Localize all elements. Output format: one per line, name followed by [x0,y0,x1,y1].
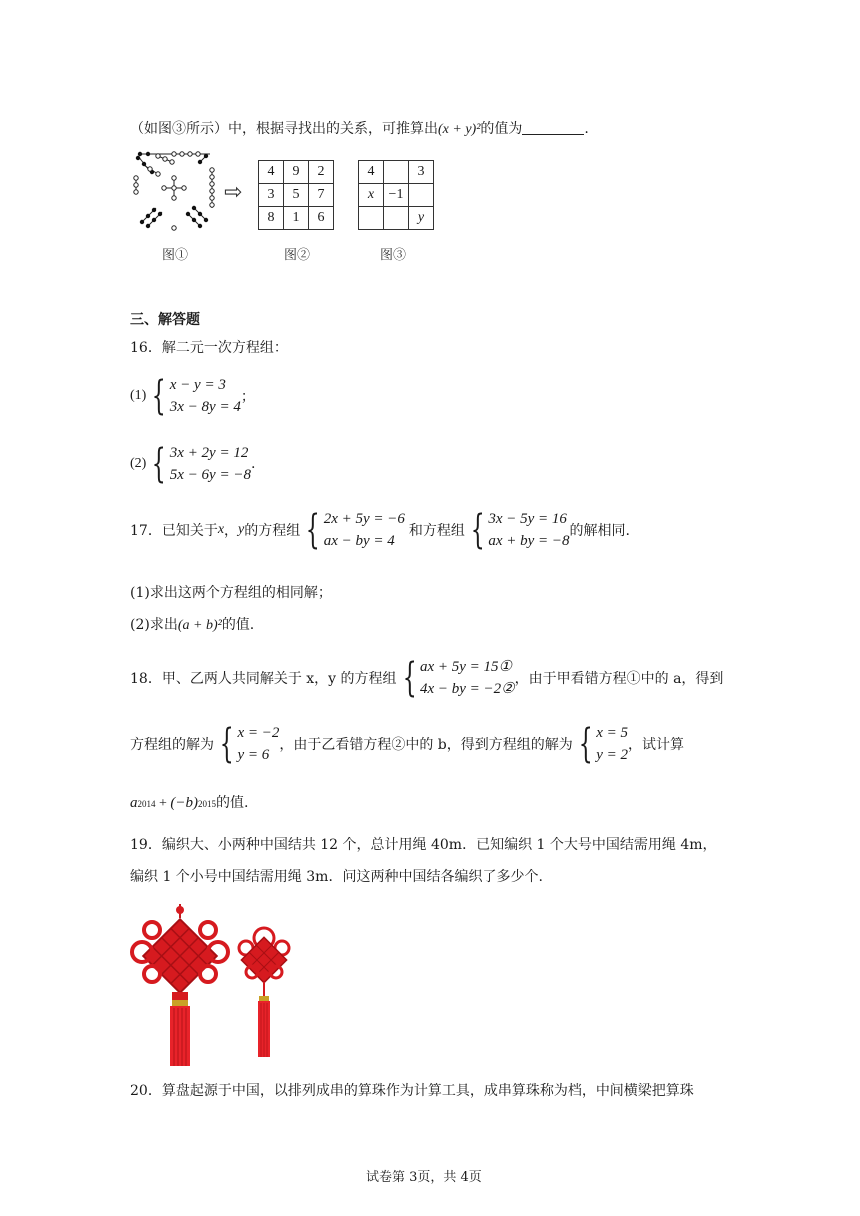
q15-suffix: 的值为 [480,121,523,137]
equation: 3x − 5y = 16 [488,511,567,527]
equation: ax + by = −8 [488,533,570,549]
q18-line3 [130,792,248,812]
q17-suffix: 的解相同. [569,523,630,539]
equation: 5x − 6y = −8 [169,467,251,483]
grid-cell: x [359,184,384,207]
q18-prefix: 18．甲、乙两人共同解关于 x，y 的方程组 [130,671,397,687]
brace-icon: { [578,721,593,767]
q18-solution-2 [573,722,628,766]
q19-line2: 编织 1 个小号中国结需用绳 3m．问这两种中国结各编织了多少个. [130,869,543,885]
equation: ax − by = 4 [323,533,395,549]
equation: 3x + 2y = 12 [169,445,249,461]
arrow-icon: ⇨ [224,180,243,205]
q17-part2 [130,614,254,634]
grid-cell [384,207,409,230]
comma: ， [224,523,239,539]
equation: 4x − by = −2② [419,681,515,697]
q15-answer-blank [522,120,584,135]
q18-line1 [130,656,723,700]
grid-cell: 4 [259,161,284,184]
equation: 2x + 5y = −6 [323,511,405,527]
q15-expression: (x + y)² [438,122,481,137]
grid-row [359,184,434,207]
q18-line2 [130,722,684,766]
q18-system [397,656,515,700]
q15-tail-line [130,118,589,138]
q16-part2-end: . [250,456,256,472]
figure-3-magic-square [358,160,434,230]
figure-2-caption: 图② [284,248,311,263]
grid-cell: −1 [384,184,409,207]
grid-cell: 2 [309,161,334,184]
brace-icon: { [152,441,167,487]
q16-title: 16．解二元一次方程组： [130,340,288,356]
equation: ax + 5y = 15① [419,659,512,675]
section-title: 三、解答题 [130,312,200,328]
q16-part2 [130,442,255,486]
large-knot [132,904,228,1066]
grid-row [259,161,334,184]
grid-cell: 3 [409,161,434,184]
q17-part1: (1)求出这两个方程组的相同解； [130,585,332,601]
grid-cell: 6 [309,207,334,230]
grid-cell [409,184,434,207]
q19-line1: 19．编织大、小两种中国结共 12 个，总计用绳 40m．已知编织 1 个大号中国结需用绳 4m， [130,837,717,853]
grid-cell: 3 [259,184,284,207]
q18-line2-end: ，试计算 [628,737,685,753]
q18-mid1: ，由于甲看错方程①中的 a，得到 [514,671,724,687]
equation: x = −2 [237,725,280,741]
q17-statement [130,508,630,552]
figure-1-luoshu-diagram [128,148,220,234]
q16-part1-label: (1) [130,388,147,403]
equation: x − y = 3 [169,377,226,393]
q16-part2-label: (2) [130,456,147,471]
brace-icon: { [470,507,485,553]
grid-cell: 7 [309,184,334,207]
brace-icon: { [305,507,320,553]
var-x: x [217,522,225,537]
q18-expr-a-exponent: 2014 [137,799,156,809]
q15-text: （如图③所示）中，根据寻找出的关系，可推算出 [130,121,438,137]
figure-3-caption: 图③ [380,248,407,263]
grid-cell [359,207,384,230]
q17-system-2 [465,508,570,552]
q18-expr-b: (−b) [170,795,199,811]
q17-prefix: 17．已知关于 [130,523,218,539]
q17-system-1 [300,508,405,552]
brace-icon: { [152,373,167,419]
figure-1-caption: 图① [162,248,189,263]
grid-row [259,207,334,230]
chinese-knots-image [128,902,304,1066]
grid-cell: 8 [259,207,284,230]
q18-solution-1 [214,722,279,766]
grid-cell: 4 [359,161,384,184]
q18-line3-end: 的值. [216,795,249,811]
grid-cell: 9 [284,161,309,184]
q17-part2-post: 的值. [221,617,255,633]
q17-mid2: 和方程组 [408,523,465,539]
grid-row [359,161,434,184]
q18-expr-plus: + [155,796,171,811]
q18-expr-a: a [130,795,138,811]
grid-row [359,207,434,230]
q18-expr-b-exponent: 2015 [198,799,217,809]
q16-part1-system [146,374,241,418]
grid-row [259,184,334,207]
grid-cell: 1 [284,207,309,230]
grid-cell [384,161,409,184]
q16-part1 [130,374,255,418]
q18-line2-pre: 方程组的解为 [130,737,214,753]
equation: x = 5 [596,725,629,741]
equation: 3x − 8y = 4 [169,399,241,415]
q16-part2-system [146,442,251,486]
small-knot [239,928,289,1057]
brace-icon: { [402,655,417,701]
brace-icon: { [219,721,234,767]
var-y: y [238,522,245,537]
q18-line2-mid: ，由于乙看错方程②中的 b，得到方程组的解为 [279,737,573,753]
figure-2-magic-square [258,160,334,230]
q20-line1: 20．算盘起源于中国，以排列成串的算珠作为计算工具，成串算珠称为档，中间横梁把算珠 [130,1083,694,1099]
q15-end: . [584,121,589,137]
q16-part1-end: ； [240,389,255,405]
q17-part2-pre: (2)求出 [130,617,178,633]
equation: y = 2 [596,747,629,763]
grid-cell: 5 [284,184,309,207]
q17-part2-expression: (a + b)² [177,618,222,633]
grid-cell: y [409,207,434,230]
page-footer: 试卷第 3页，共 4页 [366,1170,482,1185]
q17-mid1: 的方程组 [244,523,301,539]
equation: y = 6 [237,747,270,763]
